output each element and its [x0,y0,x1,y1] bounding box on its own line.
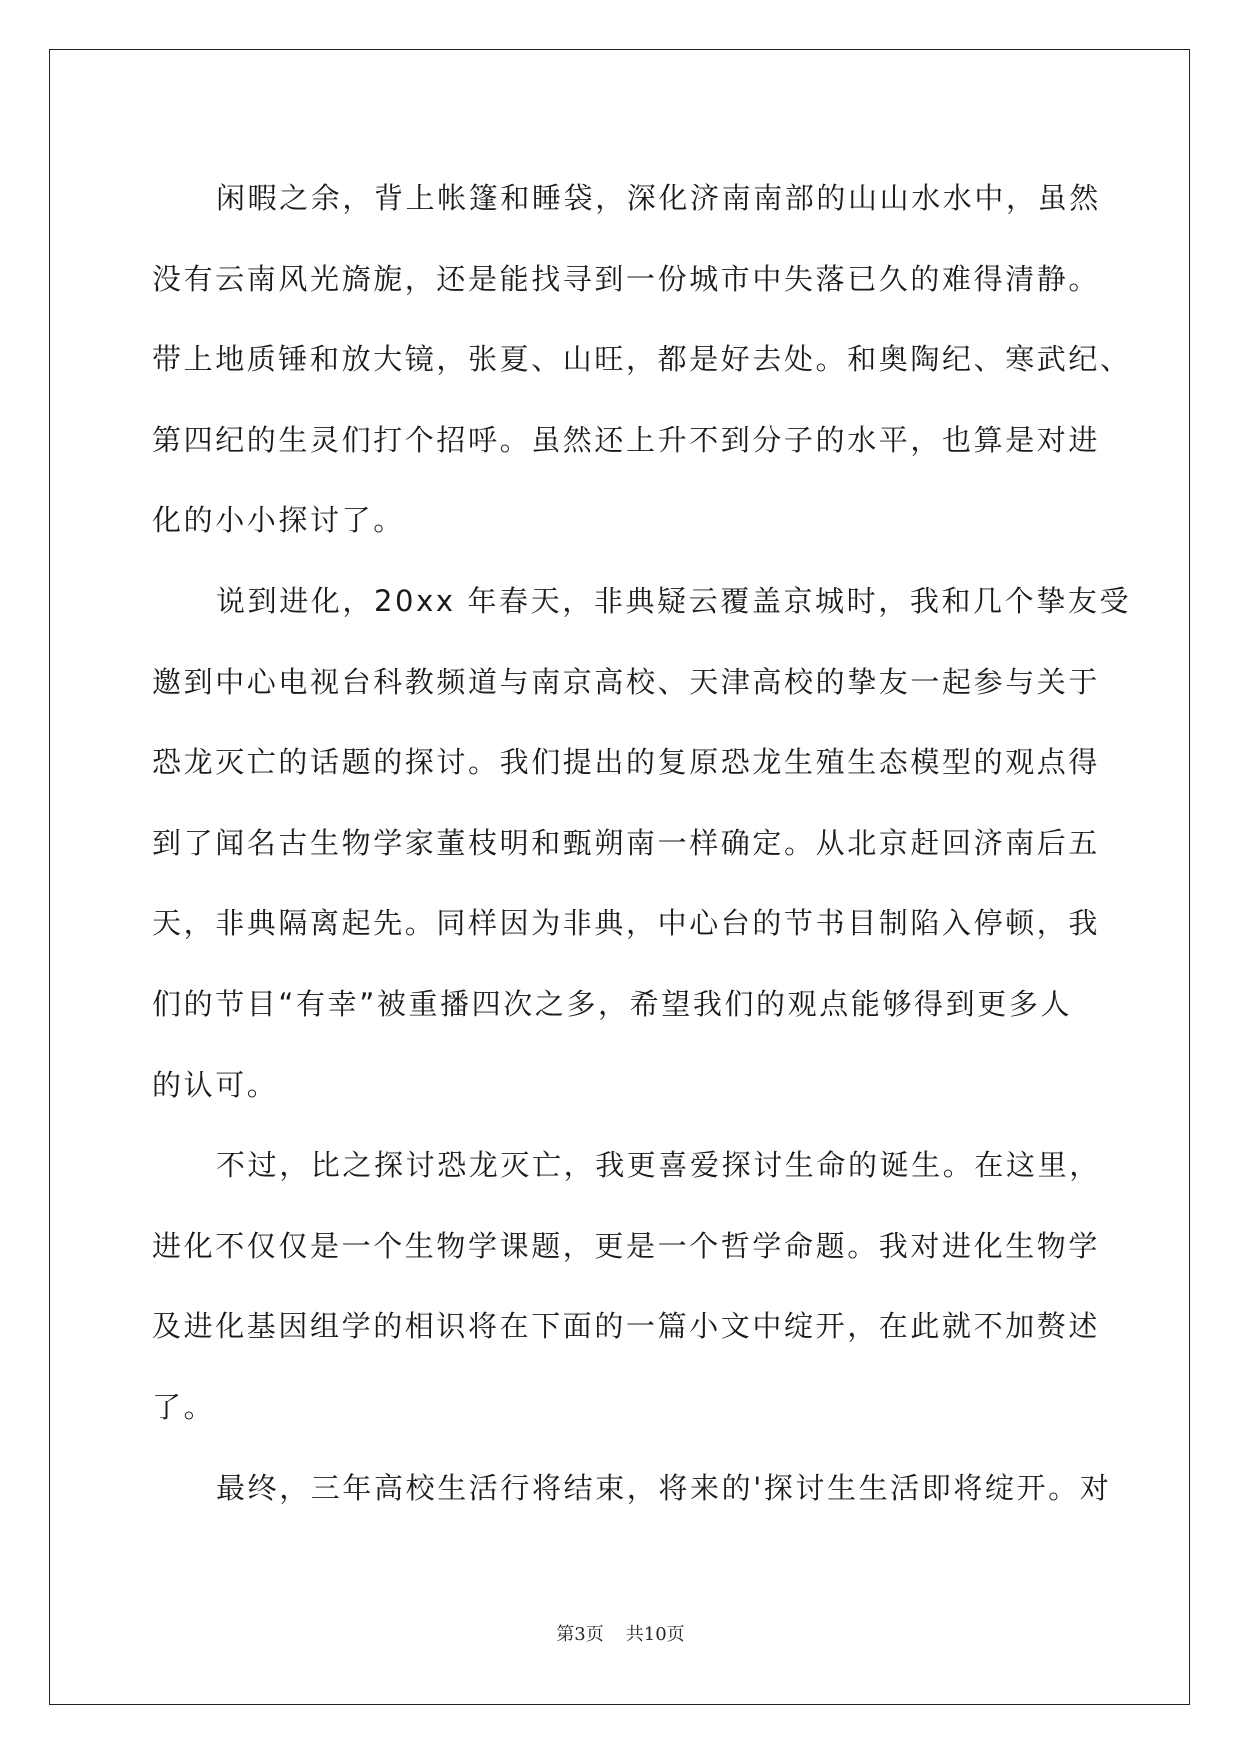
text-line: 及进化基因组学的相识将在下面的一篇小文中绽开，在此就不加赘述 [152,1309,1101,1344]
text-line: 了。 [152,1389,216,1424]
text-line: 不过，比之探讨恐龙灭亡，我更喜爱探讨生命的诞生。在这里， [216,1148,1101,1183]
text-line: 没有云南风光旖旎，还是能找寻到一份城市中失落已久的难得清静。 [152,261,1101,296]
paragraph-1 [152,158,1132,561]
text-line: 说到进化，20xx 年春天，非典疑云覆盖京城时，我和几个挚友受 [216,583,1132,618]
text-line: 恐龙灭亡的话题的探讨。我们提出的复原恐龙生殖生态模型的观点得 [152,745,1101,780]
paragraph-4 [152,1448,1112,1529]
text-line: 到了闻名古生物学家董枝明和甄朔南一样确定。从北京赶回济南后五 [152,825,1101,860]
page-total: 共10页 [625,1624,685,1645]
text-line: 邀到中心电视台科教频道与南京高校、天津高校的挚友一起参与关于 [152,664,1101,699]
paragraph-2 [152,561,1132,1125]
text-line: 进化不仅仅是一个生物学课题，更是一个哲学命题。我对进化生物学 [152,1228,1101,1263]
text-line: 天，非典隔离起先。同样因为非典，中心台的节书目制陷入停顿，我 [152,906,1101,941]
text-line: 闲暇之余，背上帐篷和睡袋，深化济南南部的山山水水中，虽然 [216,181,1101,215]
text-line: 的认可。 [152,1067,279,1102]
page-footer [0,1620,1241,1646]
document-body [152,158,1132,1528]
text-line: 带上地质锤和放大镜，张夏、山旺，都是好去处。和奥陶纪、寒武纪、 [152,342,1132,377]
page-number: 第3页 [556,1624,604,1645]
text-line: 最终，三年高校生活行将结束，将来的'探讨生生活即将绽开。对 [216,1470,1112,1505]
text-line: 化的小小探讨了。 [152,503,405,538]
paragraph-3 [152,1125,1101,1447]
text-line: 第四纪的生灵们打个招呼。虽然还上升不到分子的水平，也算是对进 [152,422,1101,457]
text-line: 们的节目“有幸”被重播四次之多，希望我们的观点能够得到更多人 [152,986,1073,1021]
